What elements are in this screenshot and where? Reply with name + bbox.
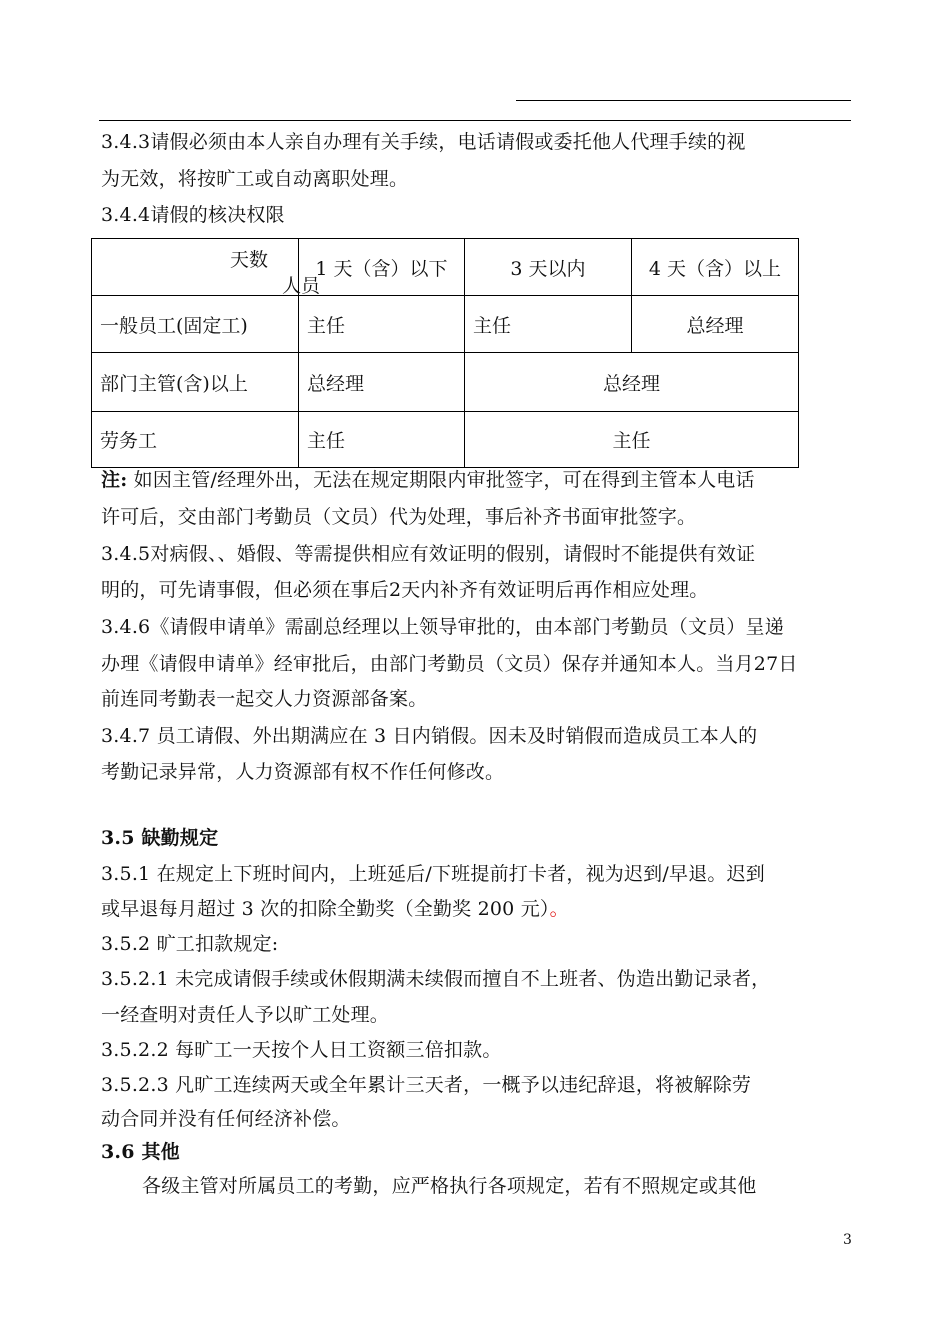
paragraph-line: 明的，可先请事假，但必须在事后2天内补齐有效证明后再作相应处理。 (101, 579, 709, 601)
header-cell: 3 天以内 (465, 239, 632, 296)
red-period: 。 (549, 898, 569, 920)
header-rule-short (516, 100, 851, 101)
diagonal-header-cell (92, 239, 321, 297)
paragraph-line: 3.5.1 在规定上下班时间内，上班延后/下班提前打卡者，视为迟到/早退。迟到 (101, 863, 765, 885)
paragraph-line: 3.4.4请假的核决权限 (101, 204, 285, 226)
paragraph-line: 3.4.7 员工请假、外出期满应在 3 日内销假。因未及时销假而造成员工本人的 (101, 725, 758, 747)
note-text: 如因主管/经理外出，无法在规定期限内审批签字，可在得到主管本人电话 (127, 469, 755, 491)
table-cell: 主任 (465, 296, 632, 353)
table-row (92, 353, 799, 412)
section-heading-3-5: 3.5 缺勤规定 (101, 827, 219, 849)
paragraph-line: 动合同并没有任何经济补偿。 (101, 1108, 351, 1130)
paragraph-line: 前连同考勤表一起交人力资源部备案。 (101, 688, 428, 710)
table-cell: 总经理 (632, 296, 799, 353)
note-line: 许可后，交由部门考勤员（文员）代为处理，事后补齐书面审批签字。 (101, 506, 697, 528)
diag-label-days: 天数 (230, 249, 269, 271)
note-label: 注: (101, 469, 128, 491)
paragraph-line: 3.4.3请假必须由本人亲自办理有关手续，电话请假或委托他人代理手续的视 (101, 131, 746, 153)
row-label: 部门主管(含)以上 (92, 353, 299, 412)
paragraph-line (101, 897, 569, 921)
table-row (92, 296, 799, 353)
table-cell: 总经理 (299, 353, 465, 412)
row-label: 劳务工 (92, 412, 299, 468)
paragraph-line: 3.5.2.2 每旷工一天按个人日工资额三倍扣款。 (101, 1039, 502, 1061)
table-cell-merged: 总经理 (465, 353, 799, 412)
paragraph-text: 或早退每月超过 3 次的扣除全勤奖（全勤奖 200 元） (101, 898, 550, 920)
header-cell: 4 天（含）以上 (632, 239, 799, 296)
diag-label-staff: 人员 (282, 275, 321, 297)
paragraph-line: 3.5.2.3 凡旷工连续两天或全年累计三天者，一概予以违纪辞退，将被解除劳 (101, 1074, 752, 1096)
page-number: 3 (843, 1232, 852, 1248)
table-row (92, 412, 799, 468)
header-rule (99, 120, 851, 121)
header-cell: 1 天（含）以下 (299, 239, 465, 296)
table-cell: 主任 (299, 296, 465, 353)
table-cell-merged: 主任 (465, 412, 799, 468)
paragraph-line: 各级主管对所属员工的考勤，应严格执行各项规定，若有不照规定或其他 (142, 1175, 757, 1197)
paragraph-line: 办理《请假申请单》经审批后，由部门考勤员（文员）保存并通知本人。当月27日 (101, 653, 798, 675)
paragraph-line: 考勤记录异常，人力资源部有权不作任何修改。 (101, 761, 505, 783)
note-line (101, 468, 755, 492)
table-header-row (92, 239, 799, 296)
paragraph-line: 3.4.5对病假、、婚假、等需提供相应有效证明的假别，请假时不能提供有效证 (101, 543, 756, 565)
paragraph-line: 3.5.2 旷工扣款规定: (101, 933, 279, 955)
section-heading-3-6: 3.6 其他 (101, 1141, 180, 1163)
table-cell: 主任 (299, 412, 465, 468)
paragraph-line: 3.4.6《请假申请单》需副总经理以上领导审批的，由本部门考勤员（文员）呈递 (101, 616, 784, 638)
paragraph-line: 一经查明对责任人予以旷工处理。 (101, 1004, 390, 1026)
paragraph-line: 3.5.2.1 未完成请假手续或休假期满未续假而擅自不上班者、伪造出勤记录者， (101, 968, 771, 990)
approval-authority-table (91, 238, 799, 468)
row-label: 一般员工(固定工) (92, 296, 299, 353)
paragraph-line: 为无效，将按旷工或自动离职处理。 (101, 168, 409, 190)
